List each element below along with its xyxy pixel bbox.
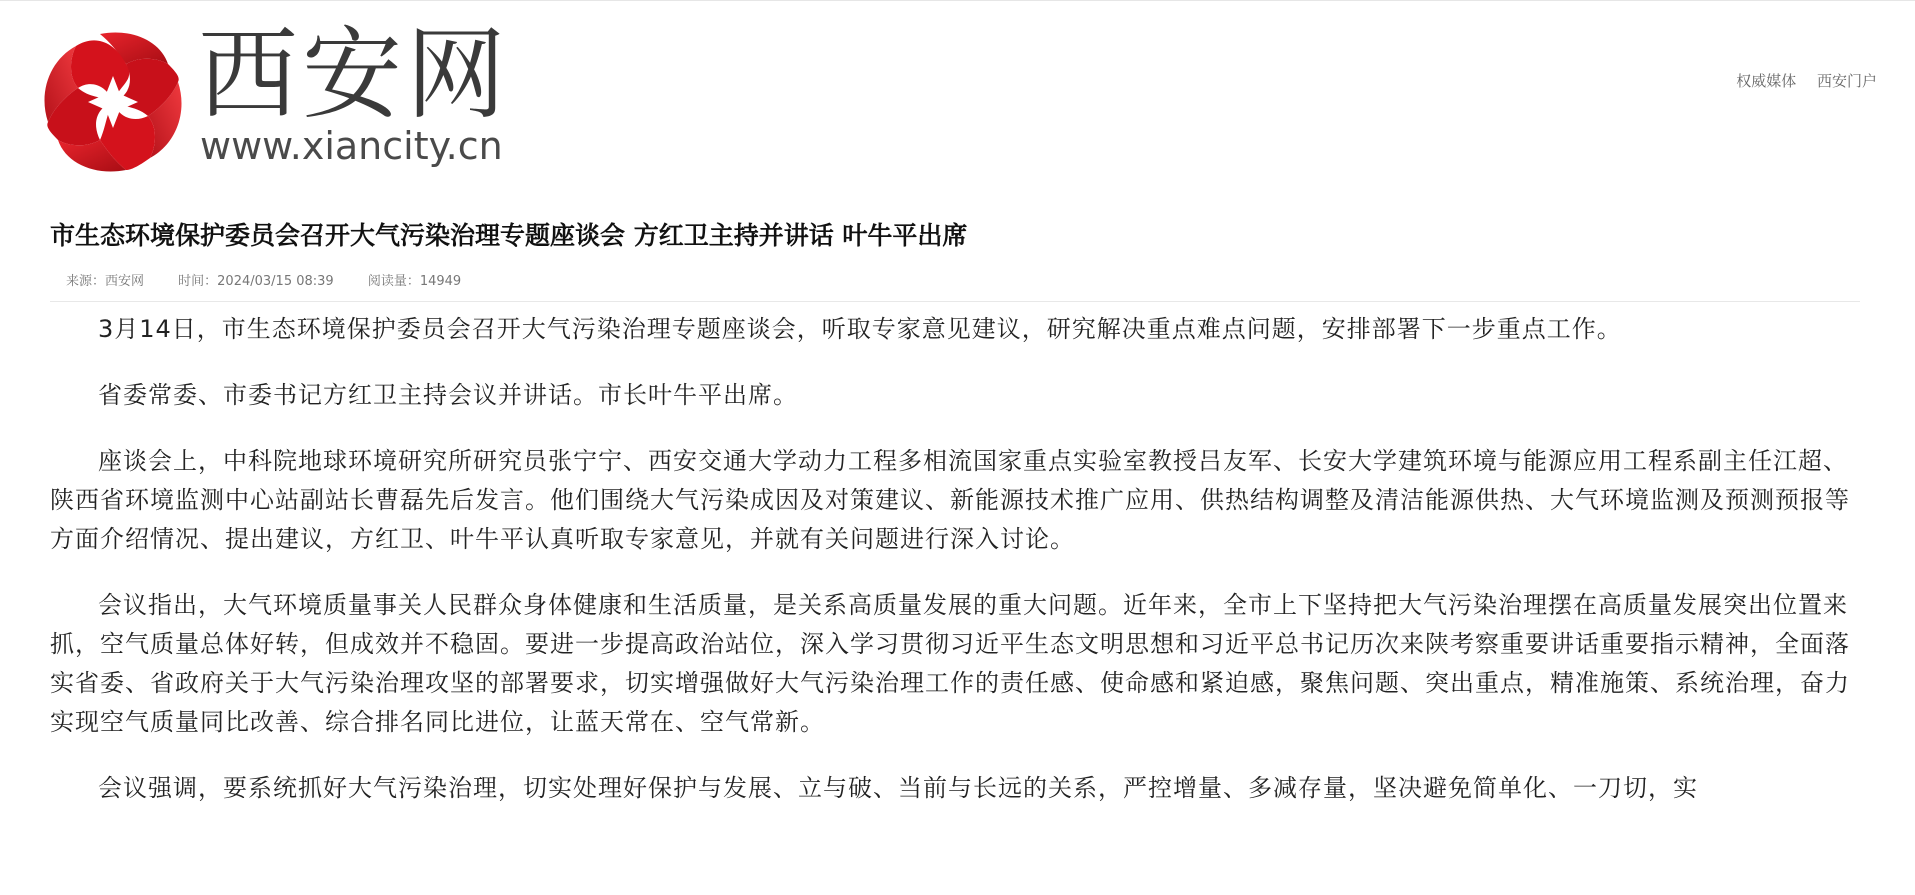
site-logo[interactable] (40, 16, 510, 176)
logo-chinese-name: 西安网 (198, 16, 510, 133)
xiancity-logo-icon (40, 30, 186, 174)
top-link-authoritative-media[interactable]: 权威媒体 (1736, 72, 1797, 90)
article-time: 时间：2024/03/15 08:39 (178, 274, 334, 289)
article-title: 市生态环境保护委员会召开大气污染治理专题座谈会 方红卫主持并讲话 叶牛平出席 (50, 221, 968, 250)
title-divider (50, 301, 1860, 302)
top-links (1720, 70, 1877, 91)
article-paragraph: 会议强调，要系统抓好大气污染治理，切实处理好保护与发展、立与破、当前与长远的关系，严控增量、多减存量，坚决避免简单化、一刀切，实 (98, 774, 1698, 802)
article-views: 阅读量：14949 (367, 274, 462, 289)
article-content (50, 310, 1860, 808)
site-header (0, 0, 1915, 190)
article-paragraph: 省委常委、市委书记方红卫主持会议并讲话。市长叶牛平出席。 (98, 381, 798, 409)
logo-url: www.xiancity.cn (200, 124, 503, 168)
article-source: 来源：西安网 (66, 274, 145, 289)
top-link-xian-portal[interactable]: 西安门户 (1816, 72, 1877, 90)
article-paragraph: 座谈会上，中科院地球环境研究所研究员张宁宁、西安交通大学动力工程多相流国家重点实验室教授吕友军、长安大学建筑环境与能源应用工程系副主任江超、陕西省环境监测中心站副站长曹磊先后发言。他们围绕大气污染成因及对策建议、新能源技术推广应用、供热结构调整及清洁能源供热、大气环境监测及预测预报等方面介绍情况、提出建议，方红卫、叶牛平认真听取专家意见，并就有关问题进行深入讨论。 (50, 447, 1850, 553)
article-paragraph: 3月14日，市生态环境保护委员会召开大气污染治理专题座谈会，听取专家意见建议，研究解决重点难点问题，安排部署下一步重点工作。 (98, 315, 1622, 343)
article-paragraph: 会议指出，大气环境质量事关人民群众身体健康和生活质量，是关系高质量发展的重大问题。近年来，全市上下坚持把大气污染治理摆在高质量发展突出位置来抓，空气质量总体好转，但成效并不稳固。要进一步提高政治站位，深入学习贯彻习近平生态文明思想和习近平总书记历次来陕考察重要讲话重要指示精神，全面落实省委、省政府关于大气污染治理攻坚的部署要求，切实增强做好大气污染治理工作的责任感、使命感和紧迫感，聚焦问题、突出重点，精准施策、系统治理，奋力实现空气质量同比改善、综合排名同比进位，让蓝天常在、空气常新。 (50, 591, 1850, 736)
article (50, 218, 1860, 835)
article-meta (50, 270, 1860, 289)
